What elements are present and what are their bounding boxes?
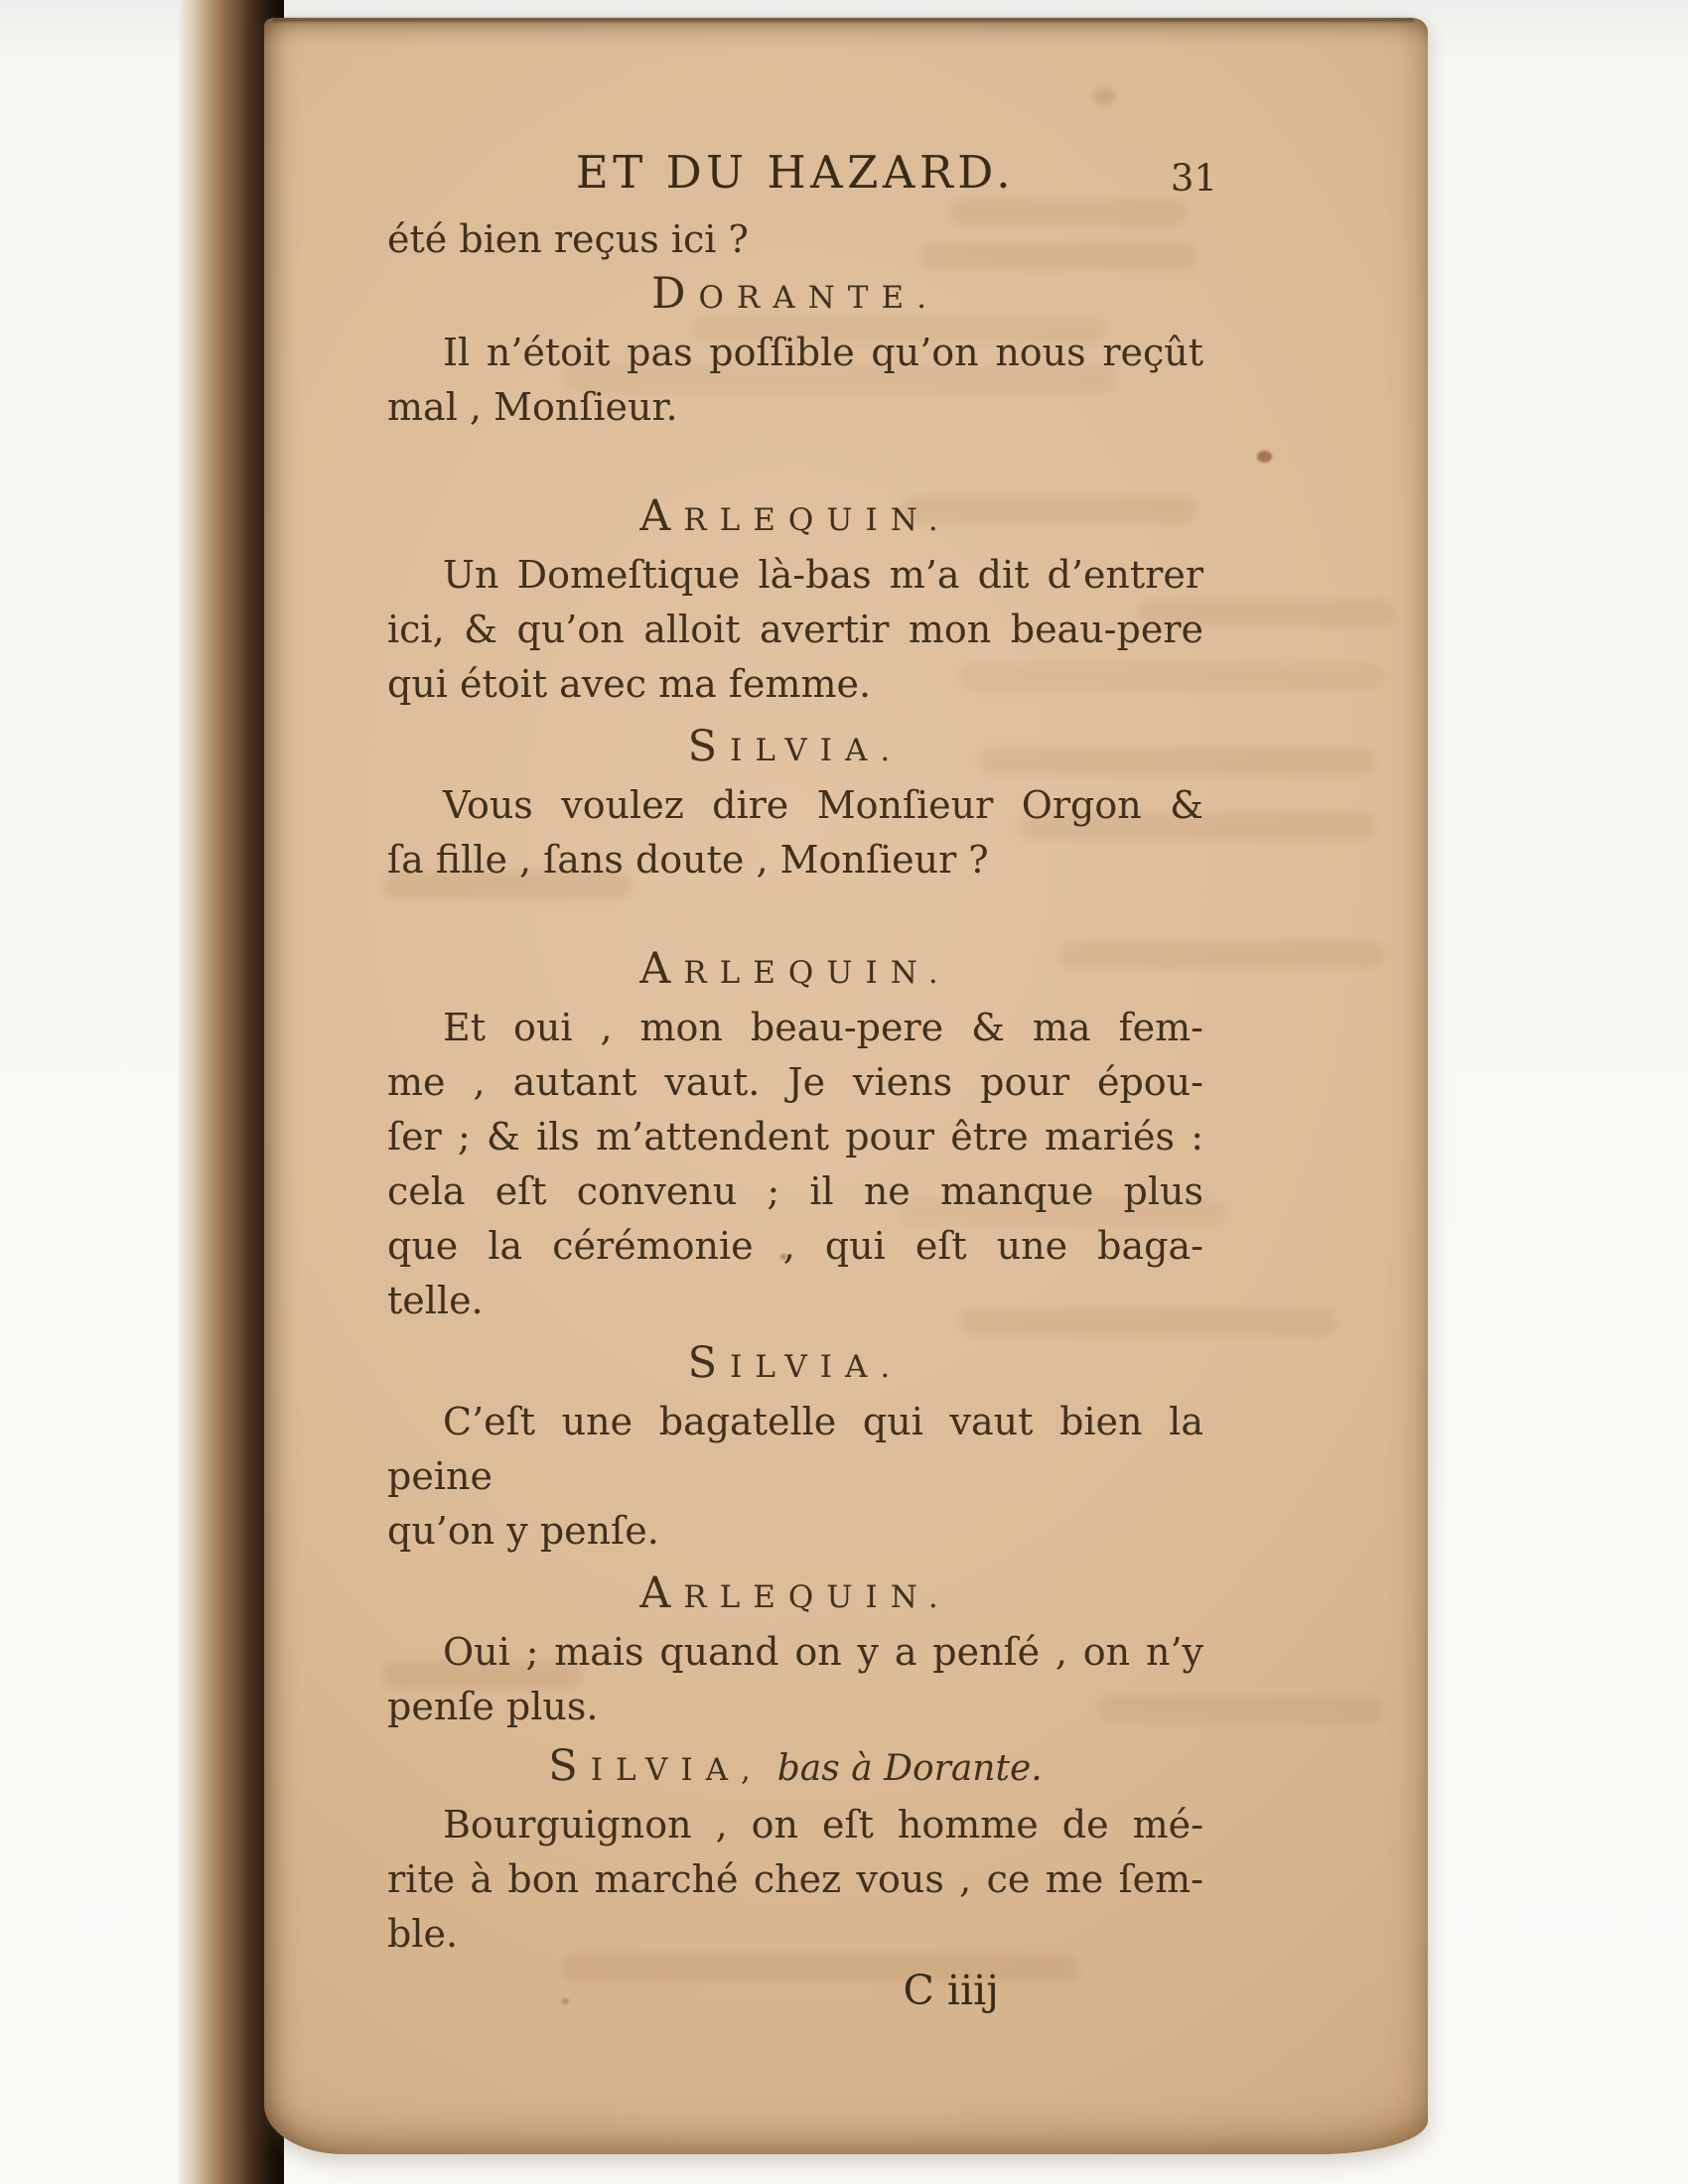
running-header-row — [387, 143, 1217, 206]
speaker-heading — [387, 1739, 1203, 1798]
speaker-name: ARLEQUIN. — [639, 944, 951, 994]
speech-line: Oui ; mais quand on y a penſé , on n’y — [443, 1630, 1203, 1674]
speech-line: penſe plus. — [387, 1685, 599, 1728]
speaker-heading — [387, 489, 1203, 548]
speech-line: que la cérémonie , qui eſt une baga- — [387, 1224, 1203, 1268]
stage-direction: bas à Dorante. — [776, 1748, 1043, 1789]
ink-stain — [1257, 451, 1272, 463]
speech-line: qui étoit avec ma femme. — [387, 662, 872, 706]
speaker-name: SILVIA. — [687, 1338, 904, 1388]
speaker-heading — [387, 1336, 1203, 1395]
signature-mark: C iiij — [903, 1967, 999, 2014]
speech-line: telle. — [387, 1279, 484, 1322]
speaker-name: ARLEQUIN. — [639, 1569, 951, 1618]
speech-line: ble. — [387, 1912, 459, 1956]
speech-line: cela eſt convenu ; il ne manque plus — [387, 1169, 1203, 1213]
speaker-heading — [387, 1567, 1203, 1625]
book-page — [264, 18, 1428, 2154]
speech-line: ſer ; & ils m’attendent pour être mariés : — [387, 1115, 1203, 1159]
speech-line: Bourguignon , on eſt homme de mé- — [443, 1803, 1203, 1846]
speech-line: C’eſt une bagatelle qui vaut bien la peine — [387, 1400, 1203, 1498]
speaker-name: ARLEQUIN. — [639, 491, 951, 541]
speech-line: Et oui , mon beau-pere & ma fem- — [443, 1006, 1203, 1049]
speech-line: mal , Monſieur. — [387, 385, 678, 429]
speaker-heading — [387, 942, 1203, 1001]
speech-line: été bien reçus ici ? — [387, 217, 749, 261]
speaker-heading — [387, 267, 1203, 326]
speaker-name: DORANTE. — [650, 269, 940, 319]
speech-line: ſa fille , ſans doute , Monſieur ? — [387, 838, 989, 882]
running-header: ET DU HAZARD. — [575, 146, 1016, 199]
speech-line: rite à bon marché chez vous , ce me ſem- — [387, 1857, 1203, 1901]
page-number: 31 — [1170, 157, 1217, 200]
speech-line: Vous voulez dire Monſieur Orgon & — [443, 783, 1203, 827]
speaker-heading — [387, 720, 1203, 778]
speech-line: Il n’étoit pas poſſible qu’on nous reçût — [443, 331, 1203, 374]
speech-line: me , autant vaut. Je viens pour épou- — [387, 1060, 1203, 1104]
speech-line: qu’on y penſe. — [387, 1509, 659, 1553]
speaker-name: SILVIA, — [548, 1741, 764, 1791]
page-content — [387, 18, 1217, 2018]
speech-line: Un Domeſtique là-bas m’a dit d’entrer — [443, 553, 1203, 597]
speech-line: ici, & qu’on alloit avertir mon beau-pere — [387, 608, 1203, 651]
speaker-name: SILVIA. — [687, 722, 904, 771]
